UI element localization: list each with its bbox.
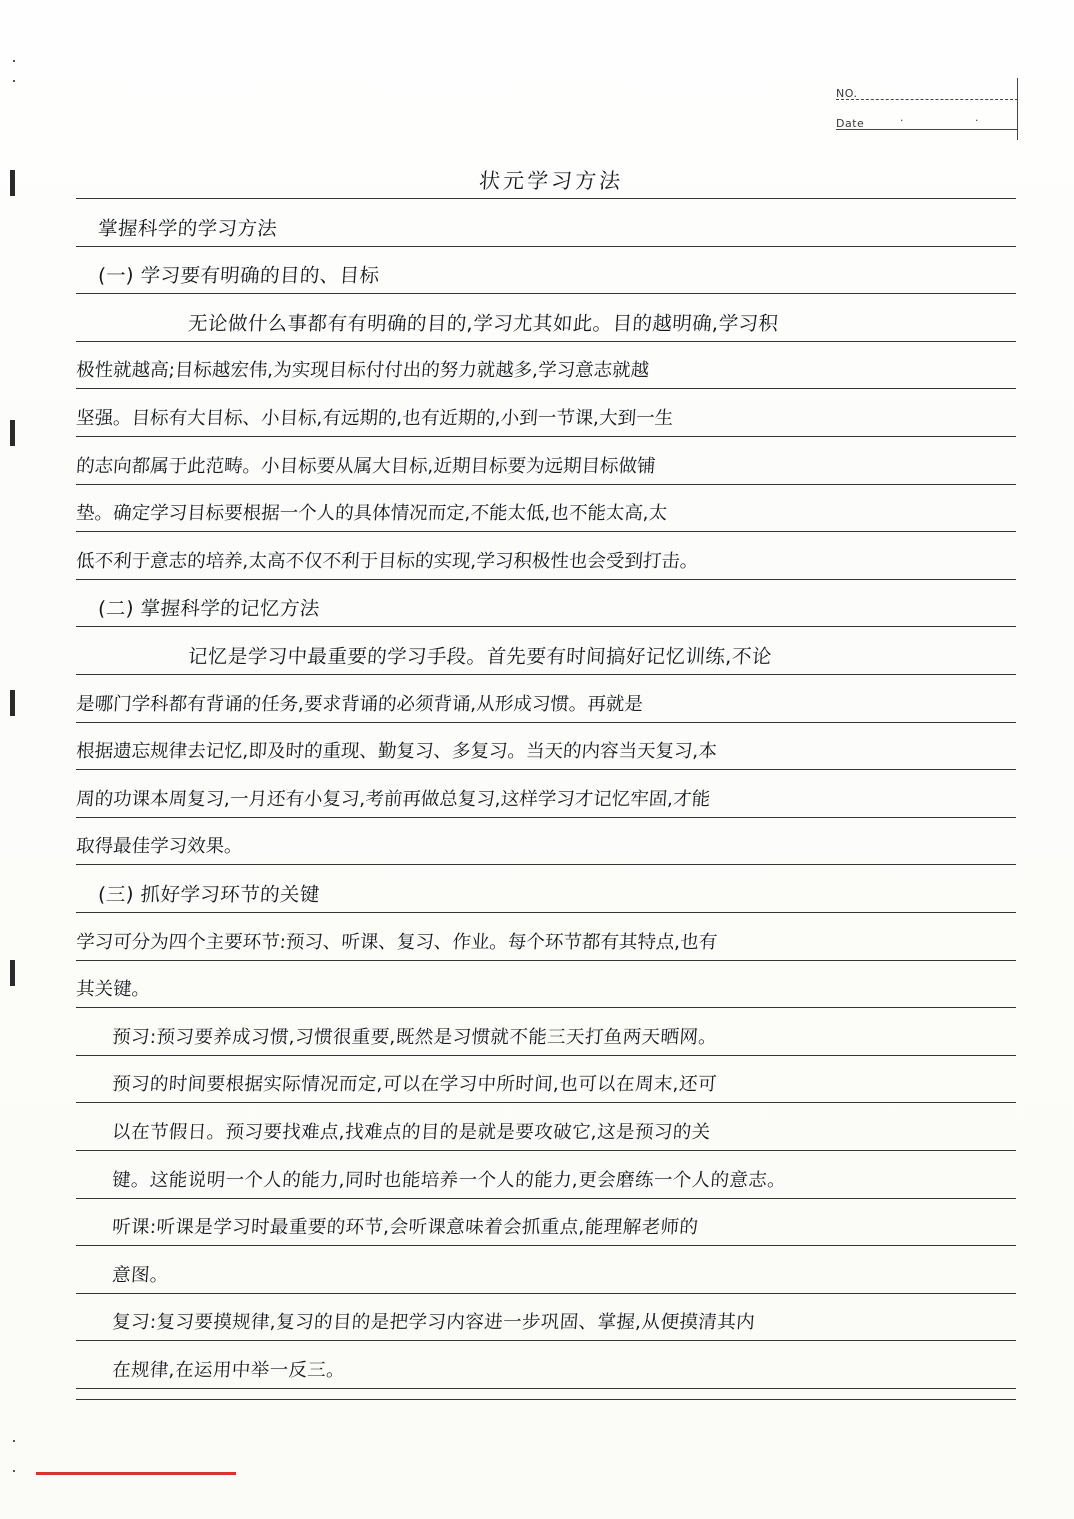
handwritten-line: 状元学习方法: [478, 169, 624, 193]
handwritten-line: 取得最佳学习效果。: [75, 836, 244, 858]
no-label: NO.: [836, 87, 858, 100]
header-divider: [1017, 78, 1018, 140]
handwritten-line: 在规律,在运用中举一反三。: [111, 1360, 346, 1381]
handwritten-line: (一) 学习要有明确的目的、目标: [97, 264, 381, 288]
binding-mark: [10, 420, 15, 446]
handwritten-line: 复习:复习要摸规律,复习的目的是把学习内容进一步巩固、掌握,从便摸清其内: [111, 1312, 756, 1334]
no-rule: [836, 99, 1018, 100]
edge-dot: [13, 1470, 15, 1472]
handwritten-line: 坚强。目标有大目标、小目标,有远期的,也有近期的,小到一节课,大到一生: [75, 408, 674, 429]
no-field-row: [836, 82, 1018, 112]
handwritten-line: (三) 抓好学习环节的关键: [97, 883, 321, 906]
handwritten-line: 听课:听课是学习时最重要的环节,会听课意味着会抓重点,能理解老师的: [111, 1217, 700, 1239]
binding-mark: [10, 170, 15, 196]
handwritten-line: 学习可分为四个主要环节:预习、听课、复习、作业。每个环节都有其特点,也有: [75, 931, 718, 953]
handwritten-line: (二) 掌握科学的记忆方法: [97, 597, 321, 621]
handwritten-line: 无论做什么事都有有明确的目的,学习尤其如此。目的越明确,学习积: [187, 311, 780, 335]
handwritten-line: 以在节假日。预习要找难点,找难点的目的是就是要攻破它,这是预习的关: [111, 1122, 712, 1143]
handwritten-line: 周的功课本周复习,一月还有小复习,考前再做总复习,这样学习才记忆牢固,才能: [75, 788, 711, 810]
binding-mark: [10, 690, 15, 716]
handwritten-line: 掌握科学的学习方法: [97, 216, 279, 240]
page-header: [836, 82, 1018, 142]
handwritten-line: 记忆是学习中最重要的学习手段。首先要有时间搞好记忆训练,不论: [187, 645, 773, 668]
red-underline-mark: [36, 1472, 236, 1475]
date-separators: · ·: [900, 114, 1013, 127]
handwritten-line: 极性就越高;目标越宏伟,为实现目标付付出的努力就越多,学习意志就越: [75, 360, 650, 382]
handwritten-line: 是哪门学科都有背诵的任务,要求背诵的必须背诵,从形成习惯。再就是: [75, 693, 644, 715]
ruled-line: [76, 1399, 1016, 1400]
handwritten-line: 预习的时间要根据实际情况而定,可以在学习中所时间,也可以在周末,还可: [111, 1074, 718, 1096]
handwritten-line: 其关键。: [75, 979, 151, 1001]
date-rule: [836, 129, 1018, 130]
handwritten-line: 根据遗忘规律去记忆,即及时的重现、勤复习、多复习。当天的内容当天复习,本: [75, 741, 718, 763]
binding-mark: [10, 960, 15, 986]
handwritten-line: 的志向都属于此范畴。小目标要从属大目标,近期目标要为远期目标做铺: [75, 455, 657, 477]
edge-dot: [13, 80, 15, 82]
handwritten-line: 预习:预习要养成习惯,习惯很重要,既然是习惯就不能三天打鱼两天晒网。: [111, 1026, 718, 1048]
handwritten-line: 意图。: [111, 1264, 170, 1286]
date-label: Date: [836, 117, 865, 130]
handwritten-line: 低不利于意志的培养,太高不仅不利于目标的实现,学习积极性也会受到打击。: [75, 550, 700, 572]
handwritten-line: 垫。确定学习目标要根据一个人的具体情况而定,不能太低,也不能太高,太: [75, 503, 668, 525]
edge-dot: [13, 1440, 15, 1442]
date-field-row: [836, 112, 1018, 142]
handwritten-line: 键。这能说明一个人的能力,同时也能培养一个人的能力,更会磨练一个人的意志。: [111, 1169, 787, 1191]
edge-dot: [13, 60, 15, 62]
